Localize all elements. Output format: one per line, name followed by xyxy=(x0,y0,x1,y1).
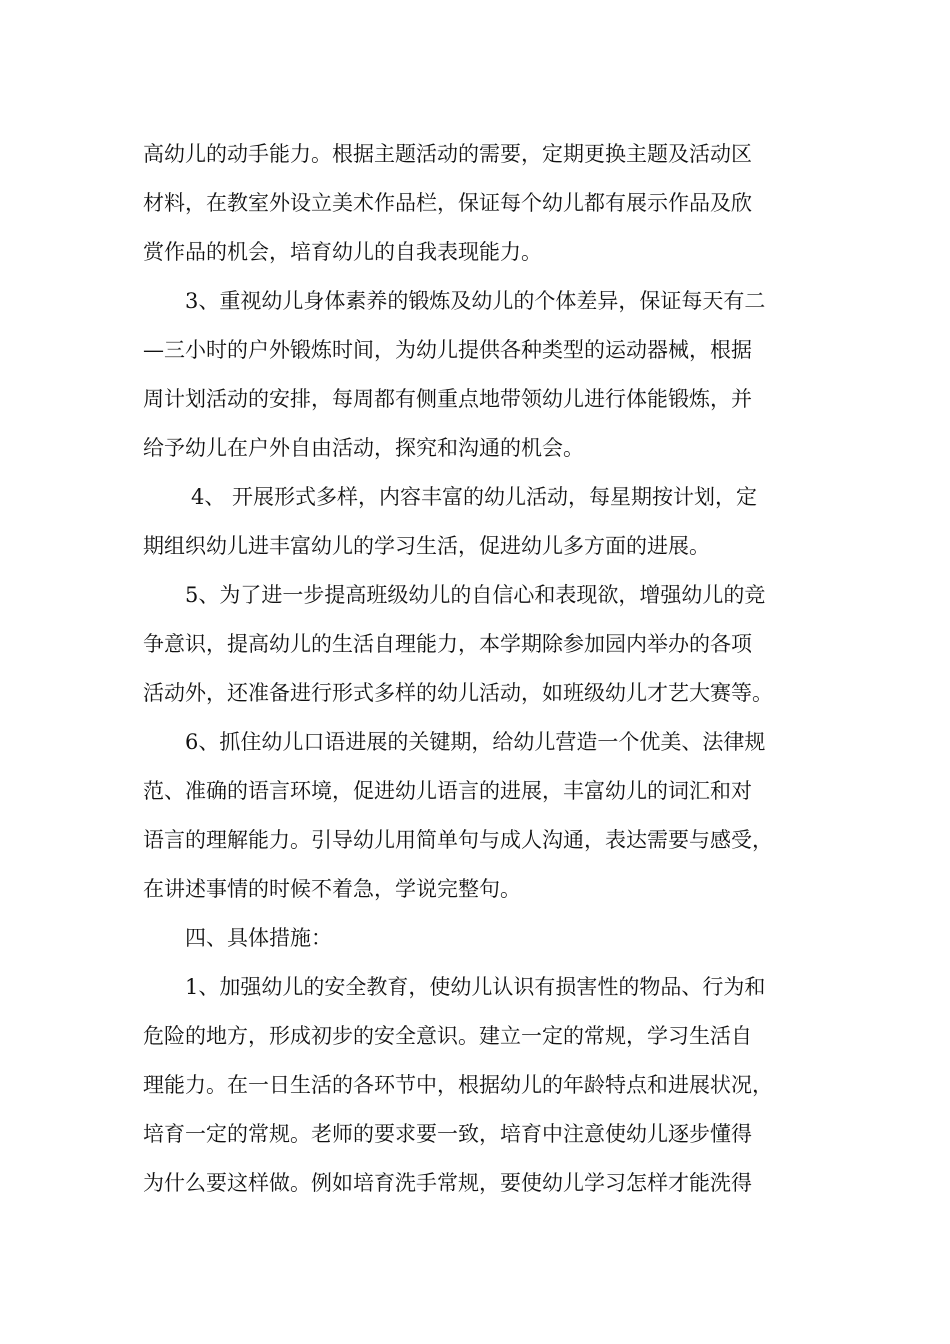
text-line: 活动外，还准备进行形式多样的幼儿活动，如班级幼儿才艺大赛等。 xyxy=(143,681,773,705)
text-line: 给予幼儿在户外自由活动，探究和沟通的机会。 xyxy=(143,436,584,460)
text-line: 危险的地方，形成初步的安全意识。建立一定的常规，学习生活自 xyxy=(143,1024,752,1048)
text-line: 周计划活动的安排，每周都有侧重点地带领幼儿进行体能锻炼，并 xyxy=(143,387,752,411)
text-line: 在讲述事情的时候不着急，学说完整句。 xyxy=(143,877,521,901)
text-line: 期组织幼儿进丰富幼儿的学习生活，促进幼儿多方面的进展。 xyxy=(143,534,710,558)
body-text xyxy=(143,130,813,1208)
text-line: —三小时的户外锻炼时间，为幼儿提供各种类型的运动器械，根据 xyxy=(143,338,752,362)
text-line: 6、抓住幼儿口语进展的关键期，给幼儿营造一个优美、法律规 xyxy=(185,730,766,754)
text-line: 范、准确的语言环境，促进幼儿语言的进展，丰富幼儿的词汇和对 xyxy=(143,779,752,803)
text-line: 为什么要这样做。例如培育洗手常规，要使幼儿学习怎样才能洗得 xyxy=(143,1171,752,1195)
text-line: 赏作品的机会，培育幼儿的自我表现能力。 xyxy=(143,240,542,264)
text-line: 语言的理解能力。引导幼儿用简单句与成人沟通，表达需要与感受， xyxy=(143,828,773,852)
text-line: 理能力。在一日生活的各环节中，根据幼儿的年龄特点和进展状况， xyxy=(143,1073,773,1097)
text-line: 5、为了进一步提高班级幼儿的自信心和表现欲，增强幼儿的竞 xyxy=(185,583,766,607)
section-heading: 四、具体措施： xyxy=(185,926,332,950)
text-line: 高幼儿的动手能力。根据主题活动的需要，定期更换主题及活动区 xyxy=(143,142,752,166)
text-line: 3、重视幼儿身体素养的锻炼及幼儿的个体差异，保证每天有二 xyxy=(185,289,766,313)
text-line: 4、 开展形式多样，内容丰富的幼儿活动，每星期按计划，定 xyxy=(191,485,758,509)
text-line: 争意识，提高幼儿的生活自理能力，本学期除参加园内举办的各项 xyxy=(143,632,752,656)
text-line: 培育一定的常规。老师的要求要一致，培育中注意使幼儿逐步懂得 xyxy=(143,1122,752,1146)
text-line: 1、加强幼儿的安全教育，使幼儿认识有损害性的物品、行为和 xyxy=(185,975,766,999)
text-line: 材料，在教室外设立美术作品栏，保证每个幼儿都有展示作品及欣 xyxy=(143,191,752,215)
